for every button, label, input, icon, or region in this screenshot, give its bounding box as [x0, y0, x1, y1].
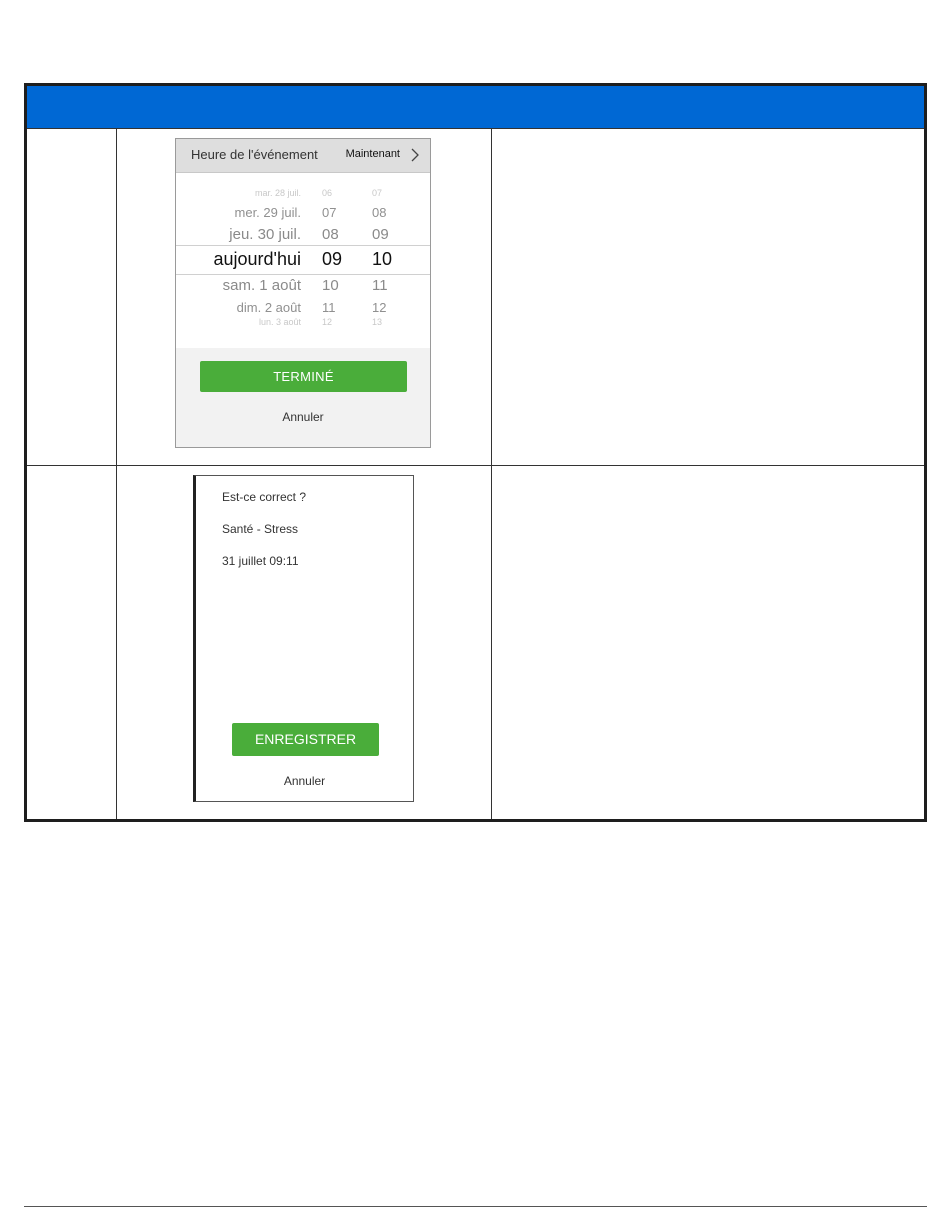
picker-hour-item[interactable]: 08 [322, 226, 339, 243]
cancel-button[interactable]: Annuler [283, 774, 326, 788]
picker-day-item[interactable]: sam. 1 août [222, 277, 301, 294]
date-time-picker[interactable] [176, 173, 430, 348]
picker-minute-selected[interactable]: 10 [372, 249, 393, 269]
picker-day-selected[interactable]: aujourd'hui [213, 249, 301, 269]
table-cell-screenshot [117, 466, 492, 819]
picker-hour-item[interactable]: 10 [322, 277, 339, 294]
event-category: Santé - Stress [222, 522, 299, 536]
picker-hour-selected[interactable]: 09 [322, 249, 343, 269]
save-button[interactable]: ENREGISTRER [232, 723, 379, 756]
event-time-title: Heure de l'événement [191, 147, 318, 162]
picker-day-item[interactable]: lun. 3 août [258, 317, 301, 327]
confirmation-question: Est-ce correct ? [222, 490, 307, 504]
table-cell-step [27, 466, 117, 819]
table-cell-screenshot [117, 129, 492, 465]
event-time-screen [175, 138, 431, 448]
done-button[interactable]: TERMINÉ [200, 361, 407, 392]
table-cell-description [492, 466, 924, 819]
picker-day-item[interactable]: jeu. 30 juil. [229, 226, 301, 243]
picker-day-item[interactable]: mar. 28 juil. [254, 188, 301, 198]
chevron-right-icon[interactable] [411, 148, 419, 162]
now-link[interactable]: Maintenant [345, 148, 400, 160]
picker-minute-item[interactable]: 13 [372, 317, 383, 327]
picker-minute-item[interactable]: 12 [372, 300, 387, 315]
footer-divider [24, 1206, 927, 1207]
picker-hour-item[interactable]: 11 [322, 300, 336, 315]
table-cell-step [27, 129, 117, 465]
event-datetime: 31 juillet 09:11 [222, 554, 299, 568]
picker-minute-item[interactable]: 07 [372, 188, 383, 198]
picker-minute-item[interactable]: 08 [372, 205, 387, 220]
cancel-button[interactable]: Annuler [282, 410, 324, 424]
table-cell-description [492, 129, 924, 465]
confirmation-screen [193, 475, 414, 802]
table-header-bar [27, 86, 924, 129]
picker-hour-item[interactable]: 12 [322, 317, 333, 327]
picker-hour-item[interactable]: 06 [322, 188, 333, 198]
event-time-header [176, 139, 430, 173]
document-table [24, 83, 927, 822]
picker-minute-item[interactable]: 11 [372, 277, 388, 294]
table-row [27, 466, 924, 819]
picker-hour-item[interactable]: 07 [322, 205, 337, 220]
picker-minute-item[interactable]: 09 [372, 226, 389, 243]
picker-day-item[interactable]: dim. 2 août [236, 300, 301, 315]
picker-day-item[interactable]: mer. 29 juil. [234, 205, 301, 220]
table-row [27, 129, 924, 466]
